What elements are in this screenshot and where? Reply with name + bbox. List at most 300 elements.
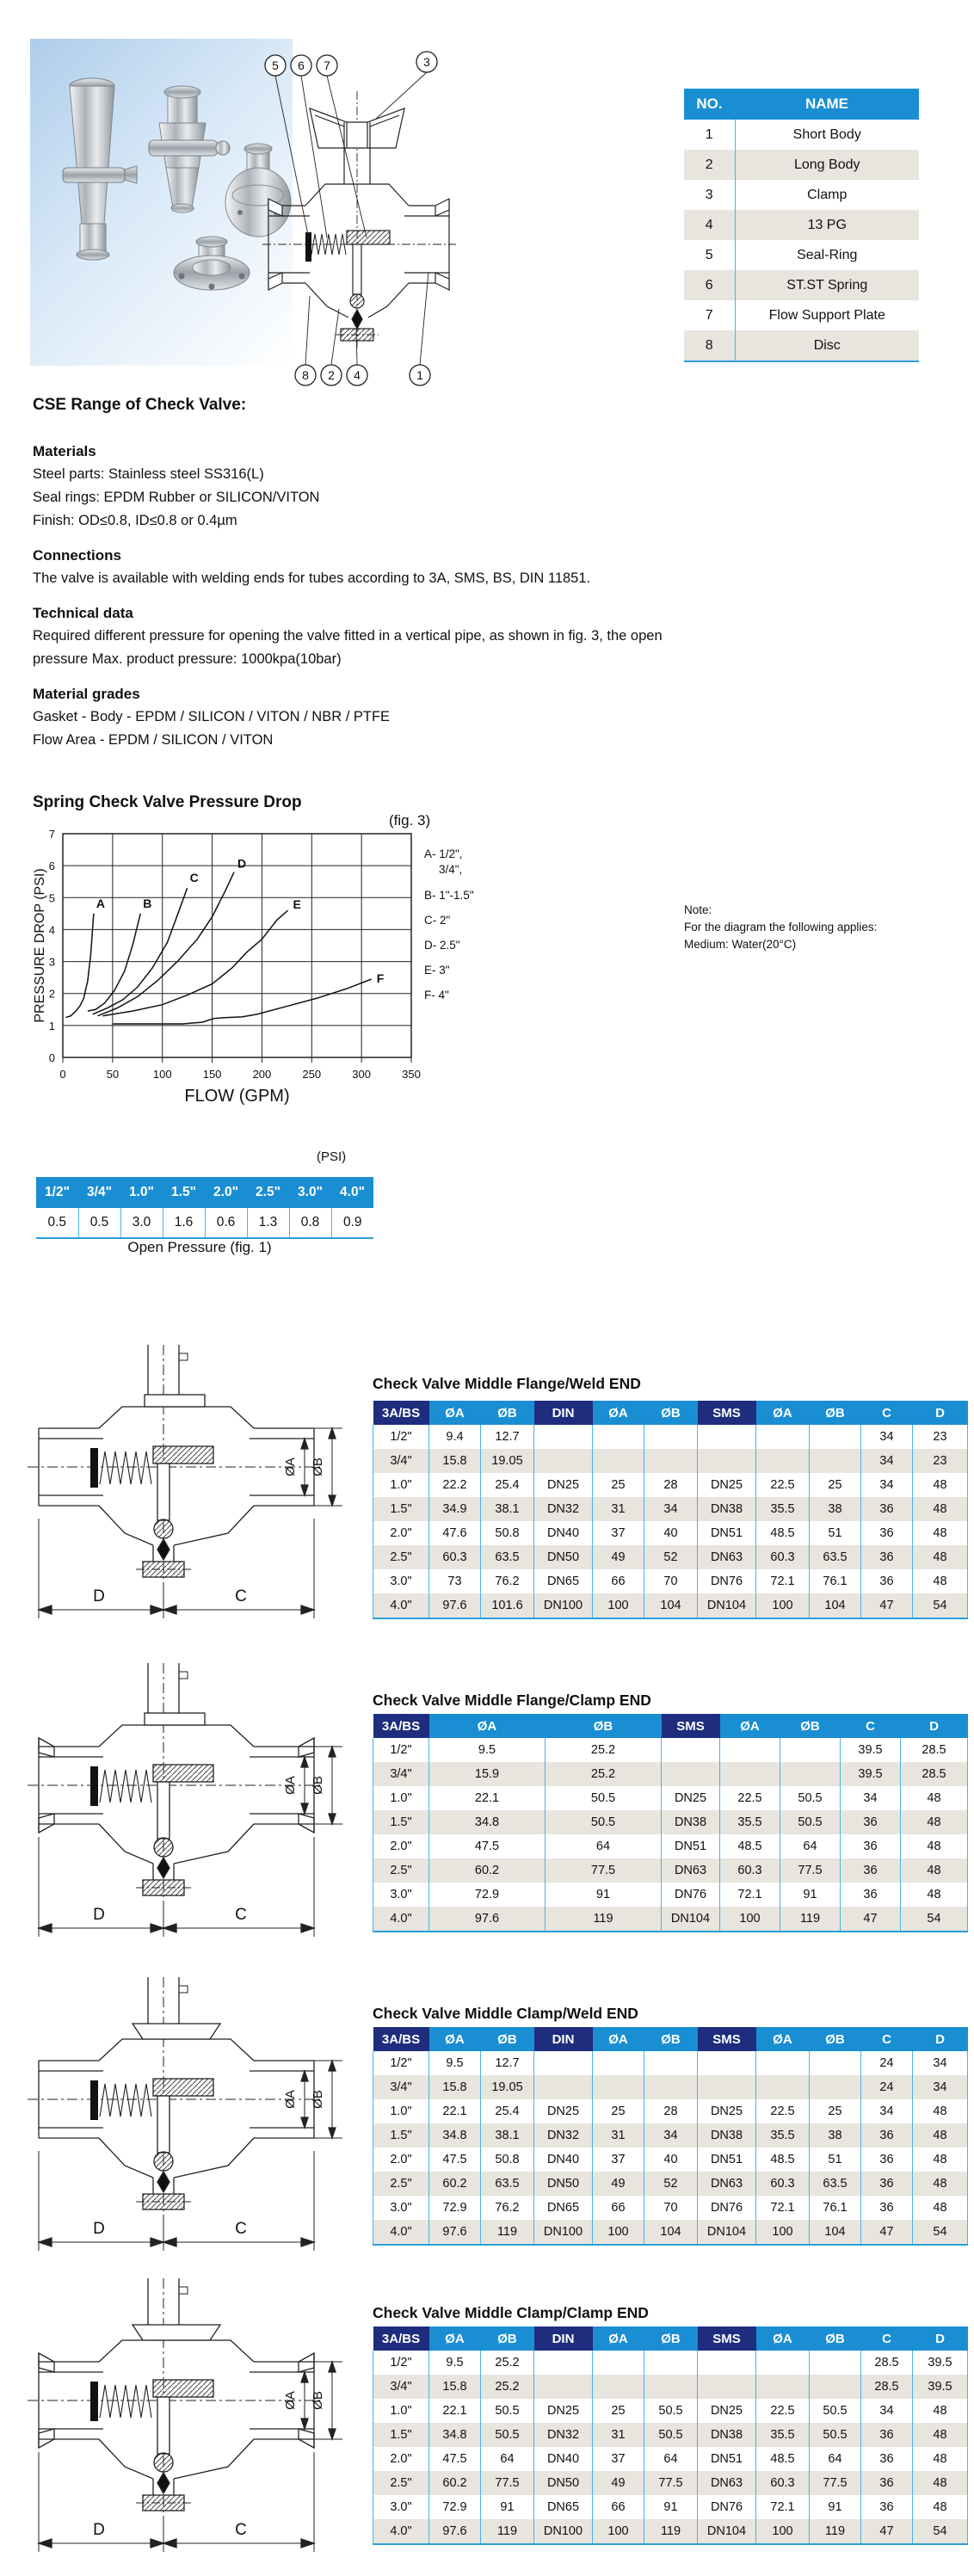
cell: 63.5 xyxy=(810,2172,861,2196)
series-label: A xyxy=(96,896,105,910)
cell: 35.5 xyxy=(756,1497,810,1521)
cell xyxy=(534,2075,593,2099)
part-name: ST.ST Spring xyxy=(735,270,919,300)
cell: 48 xyxy=(913,2423,968,2447)
column-header: C xyxy=(861,1401,913,1425)
dim-label-oa: ØA xyxy=(283,1457,298,1476)
y-tick-label: 2 xyxy=(48,987,55,1001)
cell: 64 xyxy=(481,2447,534,2471)
cell: 22.5 xyxy=(756,1473,810,1497)
cell xyxy=(534,1449,593,1473)
cell: DN76 xyxy=(698,2495,756,2519)
cell: 50.5 xyxy=(780,1810,841,1834)
cell: 50.8 xyxy=(481,2148,534,2172)
table-row xyxy=(373,1762,968,1786)
cell: 22.2 xyxy=(429,1473,481,1497)
cell xyxy=(593,1449,644,1473)
cell: 97.6 xyxy=(429,2519,481,2544)
cell xyxy=(534,2051,593,2075)
cell: DN63 xyxy=(662,1858,720,1883)
col-header-name: NAME xyxy=(735,89,919,120)
cell: 31 xyxy=(593,2423,644,2447)
cell: 36 xyxy=(841,1858,901,1883)
cell: 3/4" xyxy=(373,1449,429,1473)
cell xyxy=(698,2051,756,2075)
cell: DN104 xyxy=(698,1593,756,1618)
cell xyxy=(593,1425,644,1449)
cell: 77.5 xyxy=(780,1858,841,1883)
pressure-value: 0.5 xyxy=(36,1208,78,1238)
cell: 72.9 xyxy=(429,2196,481,2220)
cell: 104 xyxy=(810,2220,861,2245)
cell xyxy=(593,2351,644,2375)
size-header: 3/4" xyxy=(78,1177,120,1208)
cell xyxy=(644,1449,698,1473)
dim-label-ob: ØB xyxy=(311,1457,325,1476)
cell: 3/4" xyxy=(373,2375,429,2399)
cell: 34 xyxy=(861,2099,913,2123)
cell: 100 xyxy=(720,1907,780,1932)
cell: 60.3 xyxy=(756,1545,810,1569)
cell: 35.5 xyxy=(720,1810,780,1834)
cell xyxy=(644,2375,698,2399)
cell: 47.5 xyxy=(429,2447,481,2471)
cell: 54 xyxy=(913,2220,968,2245)
cell: 40 xyxy=(644,1521,698,1545)
cell: 91 xyxy=(546,1883,662,1907)
cell: 48 xyxy=(913,2447,968,2471)
cell: DN104 xyxy=(698,2519,756,2544)
cell: 2.0" xyxy=(373,1521,429,1545)
cell: 3.0" xyxy=(373,1883,429,1907)
cell: DN63 xyxy=(698,2471,756,2495)
column-header: C xyxy=(861,2326,913,2351)
cell: 50.5 xyxy=(644,2423,698,2447)
cell: 25.2 xyxy=(546,1762,662,1786)
dim-table-flange-clamp xyxy=(373,1714,968,1932)
cone-valve-photo xyxy=(63,78,137,260)
cell: DN76 xyxy=(662,1883,720,1907)
cell xyxy=(698,2075,756,2099)
column-header: SMS xyxy=(698,2027,756,2051)
part-name: Clamp xyxy=(735,180,919,210)
cell xyxy=(780,1762,841,1786)
cell: 34 xyxy=(861,1473,913,1497)
y-tick-label: 5 xyxy=(48,891,55,905)
dim-label-d: D xyxy=(93,1906,105,1924)
cell xyxy=(810,2375,861,2399)
cell: DN25 xyxy=(534,1473,593,1497)
column-header: C xyxy=(841,1714,901,1738)
table-row xyxy=(373,2051,968,2075)
cell: DN51 xyxy=(698,2148,756,2172)
cell: 15.8 xyxy=(429,1449,481,1473)
section-text: Steel parts: Stainless steel SS316(L) xyxy=(33,466,264,482)
part-name: Seal-Ring xyxy=(735,240,919,270)
x-tick-label: 0 xyxy=(59,1068,66,1081)
cell: 60.2 xyxy=(429,2471,481,2495)
cell: 91 xyxy=(780,1883,841,1907)
cell xyxy=(756,1449,810,1473)
cell: 50.5 xyxy=(780,1786,841,1810)
dim-label-ob: ØB xyxy=(311,1776,325,1795)
cell: DN40 xyxy=(534,1521,593,1545)
parts-table-header-row xyxy=(684,89,919,120)
cell: 15.8 xyxy=(429,2375,481,2399)
table-row xyxy=(684,240,919,270)
table-row xyxy=(373,2172,968,2196)
cell: 51 xyxy=(810,1521,861,1545)
cell: 28.5 xyxy=(901,1762,968,1786)
intro-sections xyxy=(33,428,910,752)
cell: 15.8 xyxy=(429,2075,481,2099)
cell: 119 xyxy=(481,2220,534,2245)
chart-title: Spring Check Valve Pressure Drop xyxy=(33,793,302,811)
cell: 100 xyxy=(756,1593,810,1618)
cell xyxy=(698,1425,756,1449)
cell: 3/4" xyxy=(373,2075,429,2099)
note-line: Note: xyxy=(684,903,712,916)
cell: DN25 xyxy=(662,1786,720,1810)
cell: 48.5 xyxy=(756,2148,810,2172)
cell xyxy=(534,1425,593,1449)
cell: 36 xyxy=(841,1834,901,1858)
cell: 38 xyxy=(810,1497,861,1521)
column-header: 3A/BS xyxy=(373,2027,429,2051)
table-row xyxy=(373,1858,968,1883)
cell: 60.2 xyxy=(429,1858,546,1883)
table-row xyxy=(373,1425,968,1449)
dim-table-title-2: Check Valve Middle Flange/Clamp END xyxy=(373,1692,651,1709)
cell: 48 xyxy=(913,1473,968,1497)
section-heading: Material grades xyxy=(33,686,140,702)
cell: 50.5 xyxy=(481,2399,534,2423)
table-row xyxy=(373,2423,968,2447)
valve-dimension-diagram-clamp-clamp xyxy=(17,2271,370,2573)
cell: 72.1 xyxy=(720,1883,780,1907)
cell: 54 xyxy=(901,1907,968,1932)
cell: DN65 xyxy=(534,1569,593,1593)
cell: 34.8 xyxy=(429,1810,546,1834)
chart-legend xyxy=(424,847,536,1014)
pressure-value: 0.6 xyxy=(205,1208,247,1238)
pressure-value: 0.9 xyxy=(331,1208,373,1238)
cell: 9.5 xyxy=(429,2351,481,2375)
cell: 66 xyxy=(593,1569,644,1593)
page-title: CSE Range of Check Valve: xyxy=(33,396,247,414)
cell: 60.3 xyxy=(756,2172,810,2196)
cell: DN50 xyxy=(534,1545,593,1569)
callout-number: 3 xyxy=(423,55,430,69)
cell: 34 xyxy=(861,1425,913,1449)
cell: 35.5 xyxy=(756,2123,810,2148)
cell: 48 xyxy=(901,1834,968,1858)
cell: 50.5 xyxy=(644,2399,698,2423)
cell: 22.1 xyxy=(429,1786,546,1810)
table-row xyxy=(684,210,919,240)
table-row xyxy=(373,2351,968,2375)
dim-table-clamp-weld xyxy=(373,2027,968,2246)
cell: 47 xyxy=(841,1907,901,1932)
cell: 49 xyxy=(593,2172,644,2196)
dim-label-d: D xyxy=(93,1587,105,1605)
cell: 104 xyxy=(644,1593,698,1618)
size-header: 1/2" xyxy=(36,1177,78,1208)
cell: 48 xyxy=(913,2471,968,2495)
cell: 23 xyxy=(913,1449,968,1473)
column-header: ØB xyxy=(481,1401,534,1425)
table-row xyxy=(373,2495,968,2519)
cell xyxy=(662,1762,720,1786)
cell: 119 xyxy=(780,1907,841,1932)
cell: 38.1 xyxy=(481,1497,534,1521)
cell: 1.0" xyxy=(373,2399,429,2423)
cell: 4.0" xyxy=(373,2220,429,2245)
header-row xyxy=(373,1714,968,1738)
cell: 47 xyxy=(861,2220,913,2245)
cell xyxy=(644,2351,698,2375)
x-tick-label: 300 xyxy=(352,1068,371,1081)
cell: 47 xyxy=(861,1593,913,1618)
part-name: 13 PG xyxy=(735,210,919,240)
cell xyxy=(644,1425,698,1449)
cell: 25 xyxy=(593,1473,644,1497)
part-no: 2 xyxy=(705,157,713,172)
cell: DN25 xyxy=(698,2099,756,2123)
cell: 97.6 xyxy=(429,2220,481,2245)
cell: 48 xyxy=(913,2495,968,2519)
cell: 72.1 xyxy=(756,2196,810,2220)
column-header: ØB xyxy=(546,1714,662,1738)
pressure-value: 0.5 xyxy=(78,1208,120,1238)
cell: 36 xyxy=(861,1569,913,1593)
cell: 48 xyxy=(913,2196,968,2220)
valve-dimension-diagram-flange-clamp xyxy=(17,1656,370,1957)
cell: 22.1 xyxy=(429,2399,481,2423)
cell xyxy=(698,1449,756,1473)
cell: 76.1 xyxy=(810,2196,861,2220)
column-header: D xyxy=(913,2326,968,2351)
cell: 3.0" xyxy=(373,2495,429,2519)
cell: 50.8 xyxy=(481,1521,534,1545)
table-row xyxy=(373,2220,968,2245)
cell: DN38 xyxy=(698,2423,756,2447)
part-name: Flow Support Plate xyxy=(735,300,919,330)
dim-label-ob: ØB xyxy=(311,2391,325,2410)
chart-note xyxy=(684,902,942,953)
column-header: ØB xyxy=(644,2027,698,2051)
cell: 22.5 xyxy=(756,2399,810,2423)
table-row xyxy=(373,2099,968,2123)
cell: 49 xyxy=(593,2471,644,2495)
table-row xyxy=(373,2471,968,2495)
cell xyxy=(593,2075,644,2099)
callout-number: 7 xyxy=(324,59,330,72)
cell: 39.5 xyxy=(841,1738,901,1762)
cell: 50.5 xyxy=(810,2399,861,2423)
size-header: 2.5" xyxy=(247,1177,289,1208)
legend-entry: 3/4", xyxy=(439,863,463,876)
open-pressure-caption: Open Pressure (fig. 1) xyxy=(127,1239,272,1255)
cell: DN100 xyxy=(534,1593,593,1618)
cell: DN104 xyxy=(698,2220,756,2245)
column-header: ØA xyxy=(756,2326,810,2351)
cell: 52 xyxy=(644,1545,698,1569)
table-row xyxy=(684,300,919,330)
table-row xyxy=(684,180,919,210)
table-row xyxy=(373,1497,968,1521)
cell: 97.6 xyxy=(429,1593,481,1618)
cell: DN50 xyxy=(534,2172,593,2196)
cell: DN38 xyxy=(698,1497,756,1521)
y-tick-label: 6 xyxy=(48,860,55,873)
pressure-value: 1.3 xyxy=(247,1208,289,1238)
cell: 3.0" xyxy=(373,1569,429,1593)
cell: 9.5 xyxy=(429,1738,546,1762)
cell: 37 xyxy=(593,2447,644,2471)
header-row xyxy=(373,2326,968,2351)
cell: 47.5 xyxy=(429,2148,481,2172)
dim-label-c: C xyxy=(235,1587,247,1605)
cell: 119 xyxy=(546,1907,662,1932)
cell: 52 xyxy=(644,2172,698,2196)
cell: 91 xyxy=(810,2495,861,2519)
pressure-drop-chart xyxy=(30,828,422,1116)
table-row xyxy=(684,330,919,361)
cell xyxy=(593,2051,644,2075)
cell: 40 xyxy=(644,2148,698,2172)
cell xyxy=(780,1738,841,1762)
series-label: D xyxy=(237,856,247,871)
cell: 76.1 xyxy=(810,1569,861,1593)
cell xyxy=(810,2351,861,2375)
cell: 1.0" xyxy=(373,1473,429,1497)
legend-entry: F- 4" xyxy=(424,989,449,1001)
cell xyxy=(534,2351,593,2375)
table-row xyxy=(373,1545,968,1569)
cell: DN63 xyxy=(698,1545,756,1569)
clamp-valve-photo xyxy=(149,86,230,213)
dim-label-oa: ØA xyxy=(283,2090,298,2109)
cell: 77.5 xyxy=(481,2471,534,2495)
column-header: ØB xyxy=(481,2326,534,2351)
x-tick-label: 350 xyxy=(402,1068,421,1081)
cell: 1/2" xyxy=(373,1425,429,1449)
cell: 38.1 xyxy=(481,2123,534,2148)
cell: 66 xyxy=(593,2495,644,2519)
section-text: Flow Area - EPDM / SILICON / VITON xyxy=(33,732,274,748)
note-line: Medium: Water(20°C) xyxy=(684,938,797,951)
y-tick-label: 4 xyxy=(48,923,55,937)
pressure-value: 1.6 xyxy=(163,1208,205,1238)
cell: 48 xyxy=(913,2123,968,2148)
cell xyxy=(756,2051,810,2075)
cell: 60.3 xyxy=(756,2471,810,2495)
column-header: DIN xyxy=(534,2027,593,2051)
table-row xyxy=(373,2447,968,2471)
column-header: ØA xyxy=(429,2326,481,2351)
column-header: ØA xyxy=(593,2027,644,2051)
legend-entry: A- 1/2", xyxy=(424,847,463,860)
cell: 3/4" xyxy=(373,1762,429,1786)
cell xyxy=(662,1738,720,1762)
cell: 2.0" xyxy=(373,2447,429,2471)
cell: 73 xyxy=(429,1569,481,1593)
y-axis-label: PRESSURE DROP (PSI) xyxy=(33,868,47,1023)
x-tick-label: 250 xyxy=(302,1068,322,1081)
callout-number: 5 xyxy=(272,59,279,72)
cell: 77.5 xyxy=(810,2471,861,2495)
cell xyxy=(720,1738,780,1762)
cell: 64 xyxy=(546,1834,662,1858)
cell: 1/2" xyxy=(373,2051,429,2075)
cell: 48 xyxy=(913,1521,968,1545)
x-tick-label: 50 xyxy=(106,1068,120,1081)
column-header: ØB xyxy=(810,2326,861,2351)
cell: 119 xyxy=(644,2519,698,2544)
cell: 28.5 xyxy=(861,2375,913,2399)
product-photo-illustration xyxy=(30,39,293,366)
cell xyxy=(810,2075,861,2099)
section-text: Finish: OD≤0.8, ID≤0.8 or 0.4µm xyxy=(33,513,237,528)
legend-entry: E- 3" xyxy=(424,964,450,977)
part-name: Long Body xyxy=(735,150,919,180)
cell: 66 xyxy=(593,2196,644,2220)
x-tick-label: 200 xyxy=(252,1068,272,1081)
cell: 22.5 xyxy=(720,1786,780,1810)
cell: 2.5" xyxy=(373,1858,429,1883)
cell: 70 xyxy=(644,1569,698,1593)
cell: 91 xyxy=(481,2495,534,2519)
column-header: ØA xyxy=(593,2326,644,2351)
series-label: C xyxy=(189,871,199,885)
dim-label-d: D xyxy=(93,2220,105,2238)
cell: 50.5 xyxy=(546,1810,662,1834)
cell: 50.5 xyxy=(481,2423,534,2447)
cell xyxy=(756,1425,810,1449)
cell: 48 xyxy=(913,2148,968,2172)
part-name: Short Body xyxy=(735,120,919,150)
column-header: SMS xyxy=(698,1401,756,1425)
table-row xyxy=(373,1569,968,1593)
cell: 48 xyxy=(901,1810,968,1834)
y-tick-label: 3 xyxy=(48,955,55,969)
open-pressure-header-row xyxy=(36,1177,373,1208)
cell xyxy=(534,2375,593,2399)
cell: 34.9 xyxy=(429,1497,481,1521)
column-header: 3A/BS xyxy=(373,2326,429,2351)
column-header: 3A/BS xyxy=(373,1401,429,1425)
cell: 48 xyxy=(913,2099,968,2123)
cell: 39.5 xyxy=(841,1762,901,1786)
cell: 25 xyxy=(593,2099,644,2123)
cell: 104 xyxy=(644,2220,698,2245)
cell xyxy=(644,2075,698,2099)
column-header: ØB xyxy=(780,1714,841,1738)
cell: 51 xyxy=(810,2148,861,2172)
cell: 97.6 xyxy=(429,1907,546,1932)
cell: 60.3 xyxy=(720,1858,780,1883)
cell: 60.2 xyxy=(429,2172,481,2196)
cell: 2.0" xyxy=(373,2148,429,2172)
cell: 36 xyxy=(861,1497,913,1521)
cell: 4.0" xyxy=(373,1593,429,1618)
size-header: 1.5" xyxy=(163,1177,205,1208)
column-header: SMS xyxy=(698,2326,756,2351)
series-label: E xyxy=(293,897,301,912)
table-row xyxy=(373,1738,968,1762)
cell: 48 xyxy=(901,1786,968,1810)
